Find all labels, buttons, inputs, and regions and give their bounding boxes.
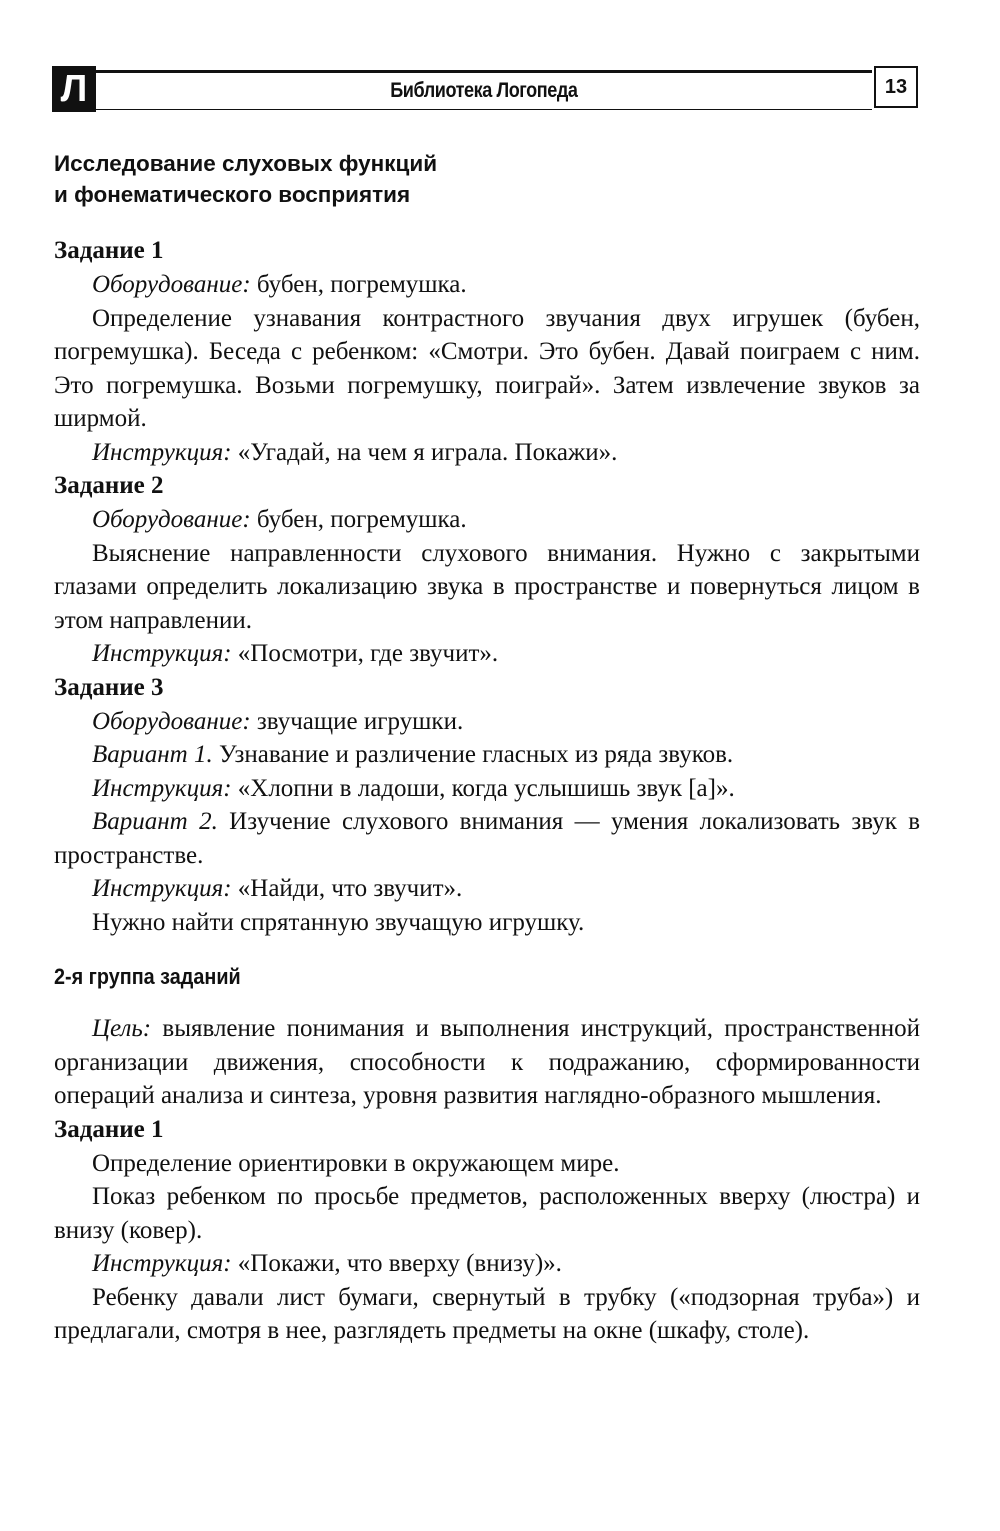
goal-label: Цель:	[92, 1015, 152, 1042]
equipment-line	[54, 268, 920, 302]
instruction-line	[54, 772, 920, 806]
task-description: Определение узнавания контрастного звучания двух игрушек (бубен, погремушка). Беседа с ребенком: «Смотри. Это бубен. Давай поиграем с ним. Это погремушка. Возьми погремушку, поиграй». Затем извлечение звуков за ширмой.	[54, 304, 920, 432]
variant-line	[54, 738, 920, 772]
variant-text: Изучение слухового внимания — умения локализовать звук в пространстве.	[54, 808, 920, 869]
equipment-text: звучащие игрушки.	[250, 707, 464, 735]
variant-label: Вариант 2.	[92, 808, 218, 835]
equipment-label: Оборудование:	[92, 271, 251, 298]
instruction-text: «Найди, что звучит».	[231, 875, 463, 902]
equipment-label: Оборудование:	[92, 506, 251, 533]
variant-text: Узнавание и различение гласных из ряда звуков.	[212, 741, 734, 768]
equipment-label: Оборудование:	[92, 707, 251, 735]
group-title: 2-я группа заданий	[54, 964, 241, 989]
task-description: Показ ребенком по просьбе предметов, расположенных вверху (люстра) и внизу (ковер).	[54, 1183, 920, 1244]
equipment-line	[54, 503, 920, 537]
task-description: Ребенку давали лист бумаги, свернутый в трубку («подзорная труба») и предлагали, смотря в нее, разглядеть предметы на окне (шкафу, столе).	[54, 1283, 920, 1344]
page-number: 13	[874, 66, 918, 108]
task-heading: Задание 1	[54, 237, 164, 264]
running-header	[52, 66, 918, 112]
task-heading: Задание 1	[54, 1115, 164, 1143]
header-title: Библиотека Логопеда	[390, 79, 578, 102]
instruction-line	[54, 436, 920, 470]
section-title	[54, 148, 920, 210]
header-band	[96, 70, 872, 110]
equipment-text: бубен, погремушка.	[250, 271, 467, 298]
instruction-label: Инструкция:	[92, 1250, 232, 1277]
instruction-label: Инструкция:	[92, 875, 232, 902]
goal-text: выявление понимания и выполнения инструкций, пространственной организации движения, способности к подражанию, сформированности операций анализа и синтеза, уровня развития наглядно-образного мышления.	[54, 1015, 920, 1109]
variant-label: Вариант 1.	[92, 741, 213, 768]
task-heading: Задание 3	[54, 673, 164, 701]
section-title-line-2: и фонематического восприятия	[54, 182, 411, 207]
page-content	[54, 148, 920, 1348]
instruction-line	[54, 1247, 920, 1281]
instruction-label: Инструкция:	[92, 640, 232, 667]
instruction-line	[54, 637, 920, 671]
instruction-text: «Покажи, что вверху (внизу)».	[231, 1250, 562, 1277]
instruction-label: Инструкция:	[92, 774, 232, 802]
task-description: Выяснение направленности слухового внимания. Нужно с закрытыми глазами определить локализацию звука в пространстве и повернуться лицом в этом направлении.	[54, 539, 920, 634]
instruction-label: Инструкция:	[92, 438, 232, 466]
goal-paragraph	[54, 1012, 920, 1113]
variant-line	[54, 805, 920, 872]
task-heading: Задание 2	[54, 472, 164, 499]
equipment-line	[54, 705, 920, 739]
instruction-text: «Посмотри, где звучит».	[231, 640, 499, 667]
section-title-line-1: Исследование слуховых функций	[54, 151, 438, 176]
instruction-text: «Хлопни в ладоши, когда услышишь звук [а]».	[231, 774, 735, 802]
instruction-text: «Угадай, на чем я играла. Покажи».	[231, 438, 618, 466]
instruction-line	[54, 872, 920, 906]
task-note: Нужно найти спрятанную звучащую игрушку.	[92, 908, 585, 936]
task-description: Определение ориентировки в окружающем мире.	[92, 1149, 620, 1177]
equipment-text: бубен, погремушка.	[250, 506, 467, 533]
series-logo: Л	[52, 66, 96, 112]
